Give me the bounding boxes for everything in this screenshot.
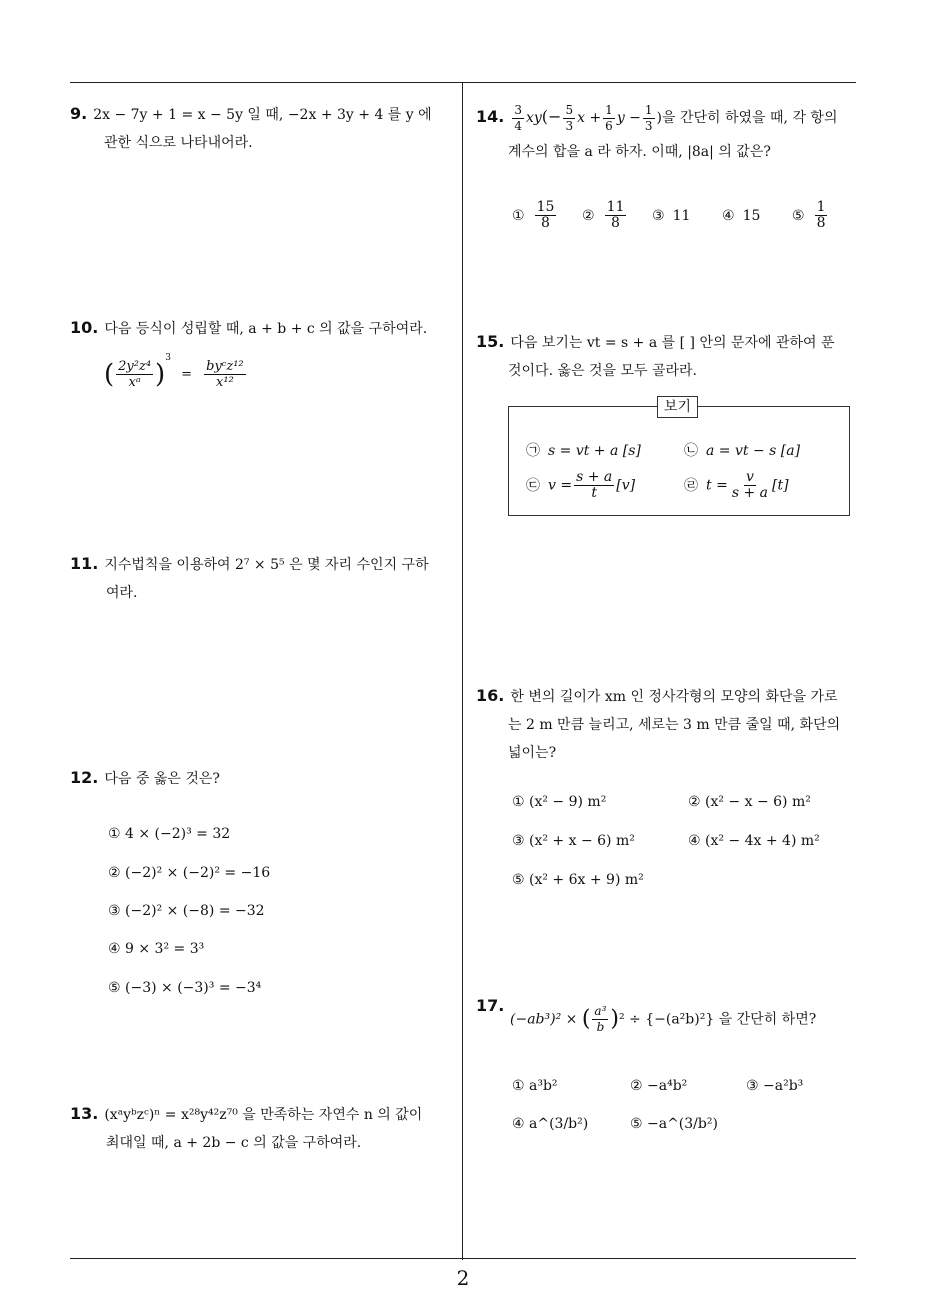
- item-bracket: [t]: [771, 477, 789, 494]
- option-5[interactable]: ⑤ −a^(3/b²): [630, 1116, 718, 1132]
- question-text: 지수법칙을 이용하여 2⁷ × 5⁵ 은 몇 자리 수인지 구하: [104, 557, 429, 573]
- option-denominator: 8: [611, 215, 620, 231]
- question-number: 13.: [70, 1104, 99, 1123]
- question-number: 16.: [476, 686, 505, 705]
- option-1[interactable]: ① a³b²: [512, 1078, 558, 1094]
- question-11: [70, 550, 460, 607]
- option-numerator: 1: [816, 199, 826, 215]
- question-number: 10.: [70, 318, 99, 337]
- lhs-numerator: 2y²z⁴: [118, 359, 152, 374]
- frac1-d: 3: [565, 118, 574, 133]
- coef-numerator: 3: [514, 102, 522, 117]
- fraction-numerator: a³: [594, 1004, 607, 1018]
- option-4[interactable]: ④ a^(3/b²): [512, 1116, 589, 1132]
- lhs-denominator: xᵃ: [128, 375, 141, 390]
- frac1-n: 5: [565, 102, 574, 117]
- frac2-n: 1: [605, 102, 613, 117]
- example-box-label: 보기: [657, 396, 698, 418]
- question-text: 다음 중 옳은 것은?: [104, 771, 220, 787]
- option-2[interactable]: ② −a⁴b²: [630, 1078, 688, 1094]
- option-4[interactable]: ④ (x² − 4x + 4) m²: [688, 833, 820, 849]
- option-2[interactable]: ② (x² − x − 6) m²: [688, 794, 811, 810]
- example-item-2: [684, 440, 800, 460]
- question-16: [476, 682, 861, 767]
- expression-17: (−ab³)² × ( $\frac{\text{a³}}{b}$ )² ÷ {−(a²b)²} 을 간단히 하면?: [510, 1004, 817, 1034]
- question-9: [70, 100, 460, 157]
- option-mark: ③: [652, 208, 665, 224]
- option-4[interactable]: [722, 208, 760, 224]
- item-mark: ㉢: [526, 477, 540, 494]
- question-text: 여라.: [106, 585, 138, 601]
- example-item-1: [526, 440, 641, 460]
- item-mark: ㉡: [684, 443, 698, 459]
- question-text: 관한 식으로 나타내어라.: [104, 135, 253, 151]
- example-item-3: [526, 470, 635, 501]
- option-mark: ②: [582, 207, 595, 224]
- term-y: y −: [616, 110, 641, 126]
- item-numerator: s + a: [576, 469, 613, 485]
- question-number: 12.: [70, 768, 99, 787]
- option-1[interactable]: ① 4 × (−2)³ = 32: [108, 826, 231, 842]
- option-1[interactable]: [512, 200, 558, 231]
- option-1[interactable]: ① (x² − 9) m²: [512, 794, 607, 810]
- example-item-4: [684, 470, 789, 501]
- fraction-denominator: b: [596, 1020, 605, 1034]
- item-lhs: t =: [706, 477, 728, 494]
- expression-part: (−ab³)² ×: [510, 1011, 578, 1028]
- question-text: (xᵃyᵇzᶜ)ⁿ = x²⁸y⁴²z⁷⁰ 을 만족하는 자연수 n 의 값이: [104, 1107, 423, 1123]
- item-text: a = vt − s [a]: [706, 443, 801, 459]
- item-denominator: t: [591, 485, 597, 501]
- question-text: 다음 보기는 vt = s + a 를 [ ] 안의 문자에 관하여 푼: [510, 335, 835, 351]
- option-text: 15: [742, 208, 761, 224]
- item-denominator: s + a: [731, 485, 768, 501]
- item-mark: ㉣: [684, 477, 698, 494]
- question-number: 17.: [476, 996, 505, 1015]
- question-number: 11.: [70, 554, 99, 573]
- top-rule: [70, 82, 856, 83]
- open-paren: (−: [541, 107, 562, 126]
- question-number: 9.: [70, 104, 88, 123]
- item-lhs: v =: [548, 477, 573, 494]
- rhs-numerator: byᶜz¹²: [206, 359, 244, 374]
- question-text: 다음 등식이 성립할 때, a + b + c 의 값을 구하여라.: [104, 321, 428, 337]
- frac2-d: 6: [605, 118, 613, 133]
- option-3[interactable]: ③ (x² + x − 6) m²: [512, 833, 635, 849]
- question-text: 한 변의 길이가 xm 인 정사각형의 모양의 화단을 가로: [510, 689, 838, 705]
- frac3-d: 3: [644, 118, 653, 133]
- option-numerator: 15: [536, 199, 555, 215]
- option-text: 11: [672, 208, 691, 224]
- option-denominator: 8: [541, 215, 550, 231]
- question-12: [70, 764, 460, 793]
- option-mark: ①: [512, 207, 525, 224]
- option-3[interactable]: ③ (−2)² × (−8) = −32: [108, 903, 265, 919]
- question-15: [476, 328, 861, 385]
- expression-part: ² ÷ {−(a²b)²} 을 간단히 하면?: [618, 1011, 817, 1028]
- item-text: s = vt + a [s]: [548, 443, 641, 459]
- equation-10: ( $\frac{\text{2y²z⁴}}{\text{xᵃ}}$ )$^3$ = $\frac{\text{byᶜz¹²}}{\text{x¹²}}$: [104, 353, 244, 390]
- coef-denominator: 4: [514, 118, 522, 133]
- option-denominator: 8: [816, 215, 826, 231]
- lhs-exponent: 3: [165, 353, 171, 363]
- option-5[interactable]: ⑤ (−3) × (−3)³ = −3⁴: [108, 980, 262, 996]
- option-4[interactable]: ④ 9 × 3² = 3³: [108, 941, 205, 957]
- question-text: 것이다. 옳은 것을 모두 골라라.: [508, 363, 697, 379]
- item-mark: ㉠: [526, 443, 540, 459]
- rhs-denominator: x¹²: [216, 375, 234, 390]
- term-x: x +: [577, 110, 602, 126]
- option-numerator: 11: [606, 199, 625, 215]
- bottom-rule: [70, 1258, 856, 1259]
- question-text: 넓이는?: [508, 745, 557, 761]
- option-mark: ④: [722, 208, 735, 224]
- question-text: 는 2 m 만큼 늘리고, 세로는 3 m 만큼 줄일 때, 화단의: [508, 717, 841, 733]
- option-5[interactable]: ⑤ (x² + 6x + 9) m²: [512, 872, 644, 888]
- option-2[interactable]: [582, 200, 628, 231]
- option-5[interactable]: [792, 200, 829, 231]
- item-bracket: [v]: [616, 477, 636, 494]
- option-3[interactable]: ③ −a²b³: [746, 1078, 804, 1094]
- question-text: 2x − 7y + 1 = x − 5y 일 때, −2x + 3y + 4 를 y 에: [93, 107, 432, 123]
- page-number: 2: [456, 1266, 470, 1290]
- variable-term: xy: [525, 110, 542, 126]
- question-text: )을 간단히 하였을 때, 각 항의: [656, 110, 838, 126]
- question-number: 15.: [476, 332, 505, 351]
- frac3-n: 1: [644, 102, 653, 117]
- option-mark: ⑤: [792, 207, 805, 224]
- question-text: 최대일 때, a + 2b − c 의 값을 구하여라.: [106, 1135, 362, 1151]
- question-text: 계수의 합을 a 라 하자. 이때, |8a| 의 값은?: [508, 144, 771, 160]
- question-number: 14.: [476, 107, 505, 126]
- column-divider: [462, 82, 463, 1260]
- question-13: [70, 1100, 462, 1157]
- option-3[interactable]: [652, 208, 690, 224]
- question-10: [70, 314, 460, 343]
- question-14: [476, 100, 861, 169]
- item-numerator: v: [745, 469, 754, 485]
- option-2[interactable]: ② (−2)² × (−2)² = −16: [108, 865, 271, 881]
